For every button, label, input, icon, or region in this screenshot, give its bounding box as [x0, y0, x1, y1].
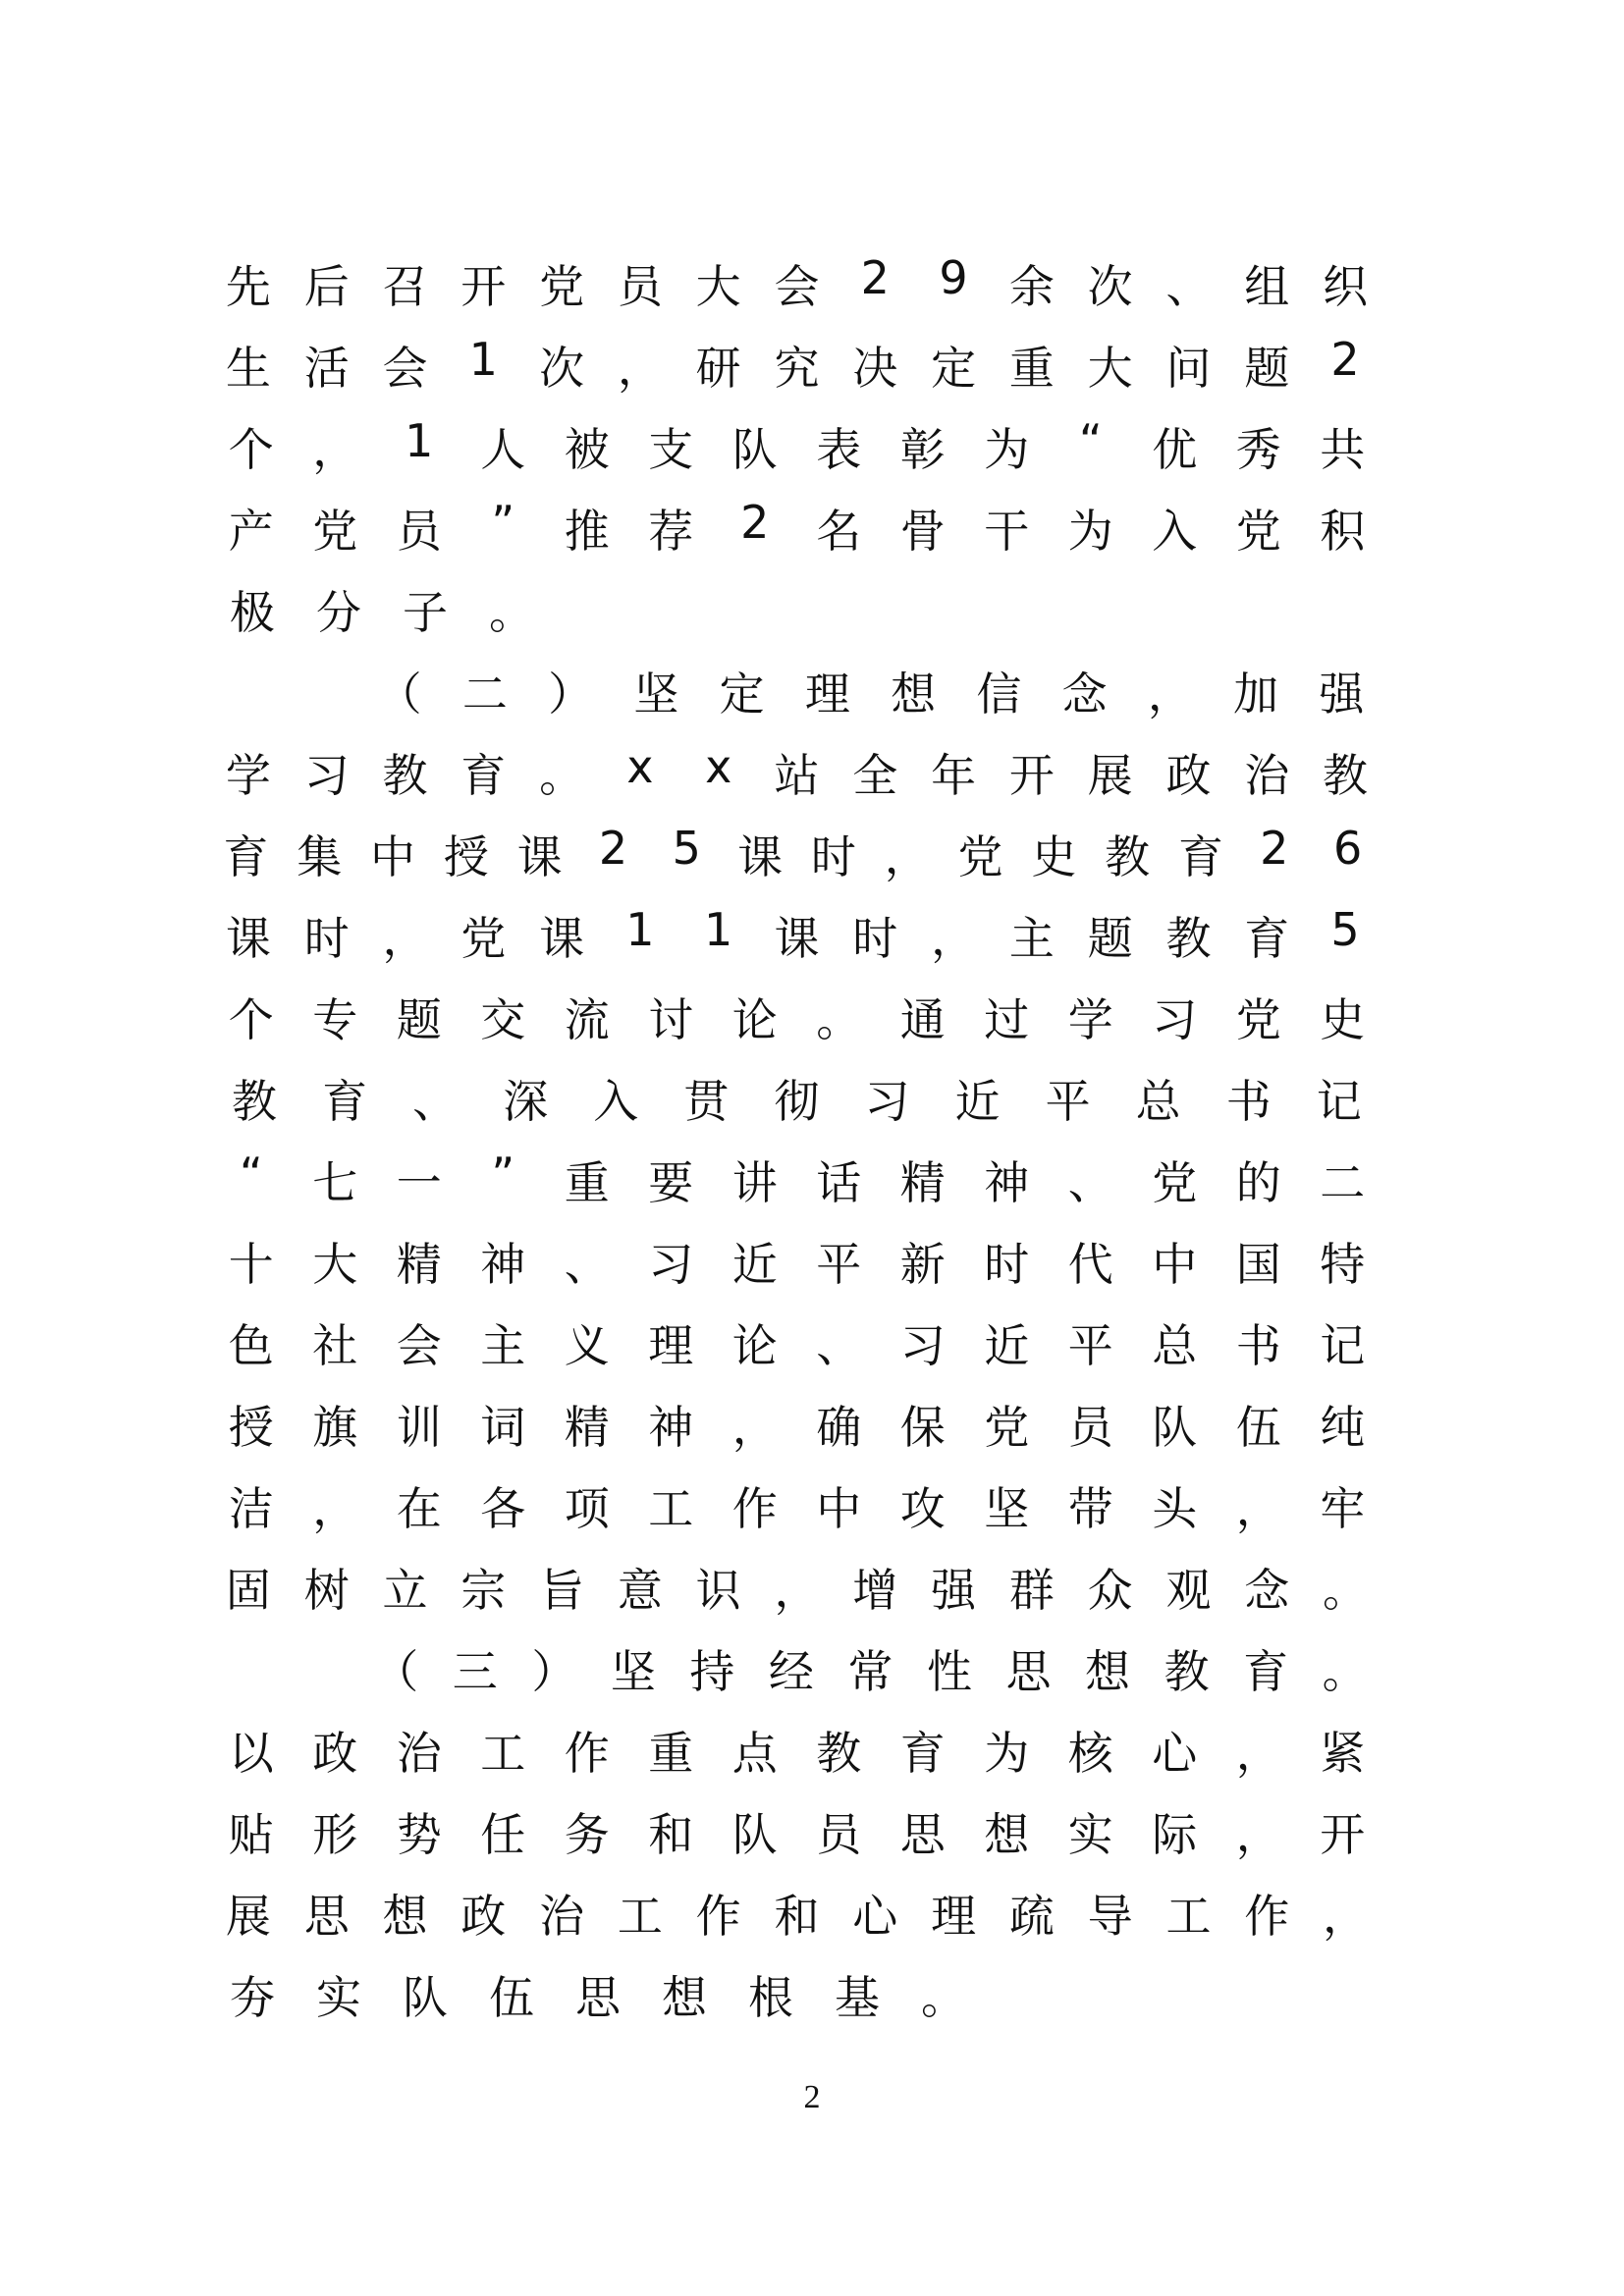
- line-text: 先 后 召 开 党 员 大 会 2 9 余 次 、 组 织: [225, 251, 1369, 313]
- text-line: [209, 1873, 1384, 1953]
- text-line: [209, 1710, 1384, 1790]
- line-text: （ 三 ） 坚 持 经 常 性 思 想 教 育 。: [373, 1645, 1368, 1698]
- text-line: [209, 1303, 1384, 1383]
- line-text: 授 旗 训 词 精 神 ， 确 保 党 员 队 伍 纯: [228, 1401, 1366, 1454]
- text-line: [209, 1140, 1384, 1220]
- text-line: [209, 1466, 1384, 1546]
- text-line: [209, 977, 1384, 1057]
- line-text: “ 七 一 ” 重 要 讲 话 精 神 、 党 的 二: [239, 1148, 1366, 1209]
- text-line: [209, 569, 555, 650]
- line-text: 极 分 子 。: [230, 586, 534, 639]
- text-line: [209, 895, 1384, 976]
- line-text: 课 时 ， 党 课 1 1 课 时 ， 主 题 教 育 5: [225, 903, 1360, 965]
- line-text: （ 二 ） 坚 定 理 想 信 念 ， 加 强: [376, 667, 1365, 721]
- line-text: 洁 ， 在 各 项 工 作 中 攻 坚 带 头 ， 牢: [228, 1482, 1366, 1535]
- line-text: 育 集 中 授 课 2 5 课 时 ， 党 史 教 育 2 6: [223, 822, 1363, 883]
- page-number: 2: [803, 2079, 821, 2115]
- text-line: [209, 732, 1384, 813]
- line-text: 夯 实 队 伍 思 想 根 基 。: [230, 1971, 966, 2024]
- text-line: [209, 814, 1384, 894]
- text-line: [209, 243, 1384, 324]
- text-line: [209, 1058, 1384, 1139]
- text-line: [209, 1954, 987, 2035]
- text-line: [356, 651, 1384, 731]
- text-line: [209, 1384, 1384, 1465]
- line-text: 展 思 想 政 治 工 作 和 心 理 疏 导 工 作 ，: [225, 1890, 1369, 1943]
- line-text: 固 树 立 宗 旨 意 识 ， 增 强 群 众 观 念 。: [225, 1564, 1369, 1617]
- line-text: 教 育 、 深 入 贯 彻 习 近 平 总 书 记: [232, 1075, 1362, 1128]
- text-line: [209, 1791, 1384, 1872]
- line-text: 色 社 会 主 义 理 论 、 习 近 平 总 书 记: [228, 1319, 1366, 1372]
- text-line: [209, 1547, 1384, 1628]
- text-line: [209, 406, 1384, 487]
- line-text: 以 政 治 工 作 重 点 教 育 为 核 心 ， 紧: [228, 1727, 1366, 1780]
- line-text: 生 活 会 1 次 ， 研 究 决 定 重 大 问 题 2: [225, 333, 1360, 395]
- line-text: 十 大 精 神 、 习 近 平 新 时 代 中 国 特: [228, 1238, 1366, 1291]
- text-line: [209, 1221, 1384, 1302]
- line-text: 产 党 员 ” 推 荐 2 名 骨 干 为 入 党 积: [228, 496, 1366, 558]
- text-line: [209, 325, 1384, 405]
- text-line: [209, 488, 1384, 568]
- line-text: 个 专 题 交 流 讨 论 。 通 过 学 习 党 史: [228, 993, 1366, 1046]
- text-line: [356, 1629, 1384, 1709]
- line-text: 贴 形 势 任 务 和 队 员 思 想 实 际 ， 开: [228, 1808, 1366, 1861]
- line-text: 学 习 教 育 。 x x 站 全 年 开 展 政 治 教: [225, 740, 1369, 802]
- line-text: 个 ， 1 人 被 支 队 表 彰 为 “ 优 秀 共: [228, 414, 1366, 476]
